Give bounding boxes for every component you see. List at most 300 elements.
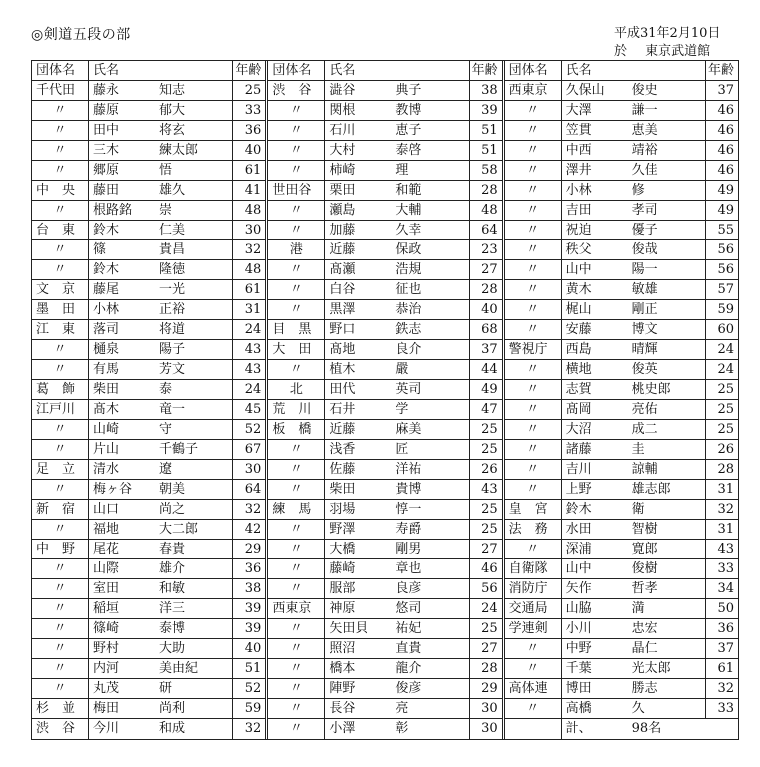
table-row [32, 360, 265, 380]
family-name-cell: 内河 [93, 661, 120, 677]
age-cell: 27 [469, 639, 502, 658]
family-name-cell: 藤原 [93, 102, 120, 118]
given-name-cell: 良介 [395, 342, 422, 358]
table-row [32, 579, 265, 599]
family-name-cell: 石井 [329, 401, 356, 417]
family-name-cell: 鈴木 [93, 262, 120, 278]
age-cell: 32 [705, 679, 738, 698]
table-row [268, 559, 501, 579]
age-cell: 24 [705, 340, 738, 359]
given-name-cell: 郁大 [159, 102, 186, 118]
table-row [32, 639, 265, 659]
participant-table [31, 60, 739, 740]
family-name-cell: 大橋 [329, 541, 356, 557]
table-row [268, 101, 501, 121]
age-cell: 42 [232, 520, 265, 539]
team-cell: 〃 [505, 240, 562, 259]
team-cell: 〃 [268, 540, 325, 559]
table-block [502, 61, 738, 739]
table-row [32, 400, 265, 420]
age-cell: 25 [469, 420, 502, 439]
age-cell: 59 [232, 699, 265, 718]
table-row [32, 201, 265, 221]
team-cell: 〃 [268, 699, 325, 718]
team-cell: 〃 [268, 619, 325, 638]
age-cell: 36 [705, 619, 738, 638]
family-name-cell: 稲垣 [93, 601, 120, 617]
table-row [268, 440, 501, 460]
given-name-cell: 匠 [395, 441, 409, 457]
team-cell: 〃 [505, 639, 562, 658]
given-name-cell: 朝美 [159, 481, 186, 497]
family-name-cell: 柿崎 [329, 162, 356, 178]
table-row [268, 300, 501, 320]
team-cell: 中 央 [32, 181, 89, 200]
team-cell: 葛 飾 [32, 380, 89, 399]
table-row [268, 121, 501, 141]
age-cell: 28 [469, 181, 502, 200]
given-name-cell: 寿爵 [395, 521, 422, 537]
family-name-cell: 中西 [565, 142, 592, 158]
family-name-cell: 梅田 [93, 701, 120, 716]
age-cell: 29 [469, 679, 502, 698]
team-cell: 墨 田 [32, 300, 89, 319]
given-name-cell: 大助 [159, 641, 186, 657]
family-name-cell: 梅ヶ谷 [93, 481, 133, 497]
given-name-cell: 芳文 [159, 362, 186, 378]
table-row [32, 340, 265, 360]
given-name-cell: 美由紀 [159, 661, 199, 677]
table-row [505, 460, 738, 480]
family-name-cell: 植木 [329, 362, 356, 378]
given-name-cell: 智樹 [631, 521, 658, 537]
table-row [505, 520, 738, 540]
given-name-cell: 俊樹 [631, 561, 658, 577]
family-name-cell: 祝迫 [565, 222, 592, 238]
table-row [268, 599, 501, 619]
family-name-cell: 落司 [93, 322, 120, 338]
age-cell: 48 [232, 201, 265, 220]
given-name-cell: 俊彦 [395, 681, 422, 697]
team-cell: 〃 [268, 300, 325, 319]
table-row [505, 161, 738, 181]
age-cell: 57 [705, 280, 738, 299]
table-row [32, 280, 265, 300]
family-name-cell: 久保山 [565, 82, 605, 98]
header-name: 氏名 [565, 63, 592, 78]
age-cell: 30 [232, 460, 265, 479]
age-cell: 47 [469, 400, 502, 419]
team-cell: 〃 [505, 161, 562, 180]
team-cell: 〃 [32, 260, 89, 279]
table-row [505, 141, 738, 161]
team-cell: 〃 [268, 679, 325, 698]
family-name-cell: 田代 [329, 382, 356, 397]
age-cell: 46 [705, 101, 738, 120]
team-cell: 〃 [268, 719, 325, 739]
family-name-cell: 髙瀬 [329, 262, 356, 278]
team-cell: 〃 [32, 440, 89, 459]
given-name-cell: 雄久 [159, 182, 186, 198]
age-cell: 25 [469, 619, 502, 638]
table-row [505, 320, 738, 340]
table-row [32, 181, 265, 201]
team-cell: 〃 [32, 201, 89, 220]
given-name-cell: 研 [159, 681, 173, 697]
table-row [32, 480, 265, 500]
given-name-cell: 久幸 [395, 222, 422, 238]
family-name-cell: 吉川 [565, 461, 592, 477]
family-name-cell: 諸藤 [565, 441, 592, 457]
age-cell: 25 [469, 520, 502, 539]
age-cell: 46 [705, 121, 738, 140]
age-cell: 39 [232, 599, 265, 618]
given-name-cell: 俊史 [631, 82, 658, 98]
family-name-cell: 篠崎 [93, 621, 120, 637]
table-row [32, 440, 265, 460]
family-name-cell: 服部 [329, 581, 356, 597]
family-name-cell: 白谷 [329, 282, 356, 298]
team-cell: 新 宿 [32, 500, 89, 519]
family-name-cell: 安藤 [565, 322, 592, 338]
given-name-cell: 保政 [395, 242, 422, 258]
family-name-cell: 藤永 [93, 82, 120, 98]
family-name-cell: 矢作 [565, 581, 592, 597]
team-cell: 千代田 [32, 81, 89, 100]
age-cell: 37 [705, 639, 738, 658]
team-cell: 〃 [268, 201, 325, 220]
page-title: ◎剣道五段の部 [31, 27, 131, 43]
age-cell: 45 [232, 400, 265, 419]
age-cell: 38 [232, 579, 265, 598]
given-name-cell: 久佳 [631, 162, 658, 178]
table-row [268, 280, 501, 300]
table-row [505, 340, 738, 360]
age-cell: 29 [232, 540, 265, 559]
table-row [505, 260, 738, 280]
team-cell: 板 橋 [268, 420, 325, 439]
team-cell: 西東京 [268, 599, 325, 618]
family-name-cell: 根路銘 [93, 202, 133, 218]
table-row [32, 141, 265, 161]
age-cell: 59 [705, 300, 738, 319]
team-cell: 〃 [505, 141, 562, 160]
age-cell: 40 [232, 639, 265, 658]
given-name-cell: 陽子 [159, 342, 186, 358]
family-name-cell: 清水 [93, 461, 120, 477]
team-cell: 〃 [505, 699, 562, 718]
family-name-cell: 西島 [565, 342, 592, 358]
table-row [505, 221, 738, 241]
team-cell: 北 [268, 380, 325, 399]
header-team: 団体名 [32, 61, 89, 80]
given-name-cell: 亮佑 [631, 401, 658, 417]
age-cell: 28 [469, 659, 502, 678]
age-cell: 48 [232, 260, 265, 279]
family-name-cell: 吉田 [565, 202, 592, 218]
age-cell: 49 [705, 181, 738, 200]
team-cell: 〃 [32, 480, 89, 499]
given-name-cell: 恭治 [395, 302, 422, 318]
given-name-cell: 龍介 [395, 661, 422, 677]
table-row [32, 101, 265, 121]
family-name-cell: 上野 [565, 481, 592, 497]
table-row [32, 520, 265, 540]
team-cell: 練 馬 [268, 500, 325, 519]
given-name-cell: 和範 [395, 182, 422, 198]
family-name-cell: 博田 [565, 681, 592, 697]
age-cell: 50 [705, 599, 738, 618]
given-name-cell: 陽一 [631, 262, 658, 278]
team-cell: 〃 [32, 240, 89, 259]
team-cell: 〃 [268, 440, 325, 459]
team-cell: 〃 [32, 340, 89, 359]
family-name-cell: 尾花 [93, 541, 120, 557]
given-name-cell: 章也 [395, 561, 422, 577]
team-cell: 〃 [32, 161, 89, 180]
given-name-cell: 久 [631, 701, 645, 716]
table-row [505, 699, 738, 719]
family-name-cell: 野口 [329, 322, 356, 338]
age-cell: 49 [705, 201, 738, 220]
given-name-cell: 恵美 [631, 122, 658, 138]
age-cell: 64 [469, 221, 502, 240]
given-name-cell: 竜一 [159, 401, 186, 417]
given-name-cell: 春貴 [159, 541, 186, 557]
team-cell: 〃 [268, 559, 325, 578]
given-name-cell: 大二郎 [159, 521, 199, 537]
team-cell: 〃 [268, 579, 325, 598]
family-name-cell: 澤井 [565, 162, 592, 178]
given-name-cell: 孝司 [631, 202, 658, 218]
family-name-cell: 佐藤 [329, 461, 356, 477]
family-name-cell: 山口 [93, 501, 120, 517]
age-cell: 43 [232, 360, 265, 379]
age-cell: 52 [232, 679, 265, 698]
age-cell: 46 [705, 141, 738, 160]
team-cell: 〃 [32, 101, 89, 120]
given-name-cell: 謙一 [631, 102, 658, 118]
given-name-cell: 靖裕 [631, 142, 658, 158]
family-name-cell: 志賀 [565, 382, 592, 397]
team-cell: 〃 [505, 280, 562, 299]
age-cell: 37 [705, 81, 738, 100]
team-cell: 〃 [32, 420, 89, 439]
team-cell: 〃 [505, 440, 562, 459]
given-name-cell: 直貴 [395, 641, 422, 657]
table-row [268, 360, 501, 380]
table-row [32, 161, 265, 181]
age-cell: 25 [232, 81, 265, 100]
header-team: 団体名 [268, 61, 325, 80]
family-name-cell: 柴田 [93, 382, 120, 397]
team-cell: 〃 [505, 121, 562, 140]
age-cell: 34 [705, 579, 738, 598]
given-name-cell: 浩規 [395, 262, 422, 278]
family-name-cell: 福地 [93, 521, 120, 537]
table-row [505, 181, 738, 201]
table-row [32, 81, 265, 101]
table-row [32, 380, 265, 400]
team-cell: 〃 [505, 181, 562, 200]
given-name-cell: 鉄志 [395, 322, 422, 338]
given-name-cell: 恵子 [395, 122, 422, 138]
family-name-cell: 澁谷 [329, 82, 356, 98]
age-cell: 30 [469, 719, 502, 739]
family-name-cell: 今川 [93, 720, 120, 736]
family-name-cell: 深浦 [565, 541, 592, 557]
event-date: 平成31年2月10日 [614, 26, 721, 41]
table-row [505, 101, 738, 121]
family-name-cell: 計、 [565, 720, 592, 736]
age-cell: 56 [705, 240, 738, 259]
family-name-cell: 山中 [565, 561, 592, 577]
table-row [505, 480, 738, 500]
age-cell: 33 [705, 559, 738, 578]
given-name-cell: 学 [395, 401, 409, 417]
team-cell: 〃 [32, 520, 89, 539]
table-row [32, 260, 265, 280]
age-cell: 31 [705, 480, 738, 499]
table-row [505, 240, 738, 260]
age-cell: 30 [232, 221, 265, 240]
table-row [32, 679, 265, 699]
table-row [268, 260, 501, 280]
table-row [505, 540, 738, 560]
age-cell: 32 [232, 240, 265, 259]
team-cell: 大 田 [268, 340, 325, 359]
given-name-cell: 嚴 [395, 362, 409, 378]
given-name-cell: 満 [631, 601, 645, 617]
age-cell: 46 [705, 161, 738, 180]
family-name-cell: 樋泉 [93, 342, 120, 358]
team-cell: 〃 [505, 380, 562, 399]
team-cell: 皇 宮 [505, 500, 562, 519]
family-name-cell: 有馬 [93, 362, 120, 378]
family-name-cell: 中野 [565, 641, 592, 657]
age-cell: 40 [469, 300, 502, 319]
table-row [268, 480, 501, 500]
given-name-cell: 和敏 [159, 581, 186, 597]
team-cell: 西東京 [505, 81, 562, 100]
age-cell: 31 [232, 300, 265, 319]
team-cell: 〃 [268, 280, 325, 299]
team-cell: 〃 [32, 141, 89, 160]
family-name-cell: 鈴木 [565, 501, 592, 517]
team-cell: 〃 [268, 221, 325, 240]
age-cell: 25 [469, 440, 502, 459]
age-cell: 64 [232, 480, 265, 499]
table-header-row [505, 61, 738, 81]
age-cell: 61 [705, 659, 738, 678]
given-name-cell: 俊哉 [631, 242, 658, 258]
team-cell: 〃 [268, 520, 325, 539]
age-cell: 27 [469, 540, 502, 559]
age-cell [705, 719, 738, 739]
family-name-cell: 水田 [565, 521, 592, 537]
table-row [505, 380, 738, 400]
team-cell: 〃 [505, 101, 562, 120]
table-row [32, 500, 265, 520]
family-name-cell: 羽場 [329, 501, 356, 517]
given-name-cell: 俊英 [631, 362, 658, 378]
table-row [505, 400, 738, 420]
table-row [505, 360, 738, 380]
table-row [505, 619, 738, 639]
table-row [268, 719, 501, 739]
age-cell: 40 [232, 141, 265, 160]
team-cell: 〃 [268, 101, 325, 120]
age-cell: 24 [705, 360, 738, 379]
team-cell: 〃 [505, 480, 562, 499]
team-cell: 〃 [505, 460, 562, 479]
team-cell: 〃 [505, 659, 562, 678]
header-name: 氏名 [93, 63, 120, 78]
given-name-cell: 洋祐 [395, 461, 422, 477]
family-name-cell: 山中 [565, 262, 592, 278]
family-name-cell: 山脇 [565, 601, 592, 617]
given-name-cell: 理 [395, 162, 409, 178]
family-name-cell: 室田 [93, 581, 120, 597]
team-cell: 〃 [268, 460, 325, 479]
team-cell: 〃 [32, 121, 89, 140]
age-cell: 32 [232, 719, 265, 739]
age-cell: 25 [705, 400, 738, 419]
given-name-cell: 敏雄 [631, 282, 658, 298]
table-row [268, 679, 501, 699]
team-cell: 〃 [32, 659, 89, 678]
team-cell: 〃 [505, 300, 562, 319]
header-name: 氏名 [329, 63, 356, 78]
team-cell: 高体連 [505, 679, 562, 698]
given-name-cell: 貴昌 [159, 242, 186, 258]
family-name-cell: 野澤 [329, 521, 356, 537]
table-row [505, 679, 738, 699]
age-cell: 24 [232, 380, 265, 399]
given-name-cell: 衛 [631, 501, 645, 517]
table-row [32, 559, 265, 579]
age-cell: 49 [469, 380, 502, 399]
team-cell: 〃 [268, 480, 325, 499]
table-row [268, 540, 501, 560]
age-cell: 48 [469, 201, 502, 220]
given-name-cell: 千鶴子 [159, 441, 199, 457]
age-cell: 36 [232, 559, 265, 578]
age-cell: 39 [469, 101, 502, 120]
team-cell: 法 務 [505, 520, 562, 539]
family-name-cell: 小川 [565, 621, 592, 637]
given-name-cell: 尚之 [159, 501, 186, 517]
team-cell: 〃 [505, 420, 562, 439]
given-name-cell: 晶仁 [631, 641, 658, 657]
given-name-cell: 桃史郎 [631, 382, 671, 397]
given-name-cell: 博文 [631, 322, 658, 338]
family-name-cell: 丸茂 [93, 681, 120, 697]
table-row [32, 540, 265, 560]
given-name-cell: 雄介 [159, 561, 186, 577]
age-cell: 43 [232, 340, 265, 359]
family-name-cell: 近藤 [329, 421, 356, 437]
team-cell: 〃 [505, 540, 562, 559]
given-name-cell: 貴博 [395, 481, 422, 497]
table-row [268, 579, 501, 599]
given-name-cell: 哲孝 [631, 581, 658, 597]
header-age: 年齢 [469, 61, 502, 80]
table-row [505, 599, 738, 619]
family-name-cell: 野村 [93, 641, 120, 657]
table-row [268, 240, 501, 260]
given-name-cell: 征也 [395, 282, 422, 298]
